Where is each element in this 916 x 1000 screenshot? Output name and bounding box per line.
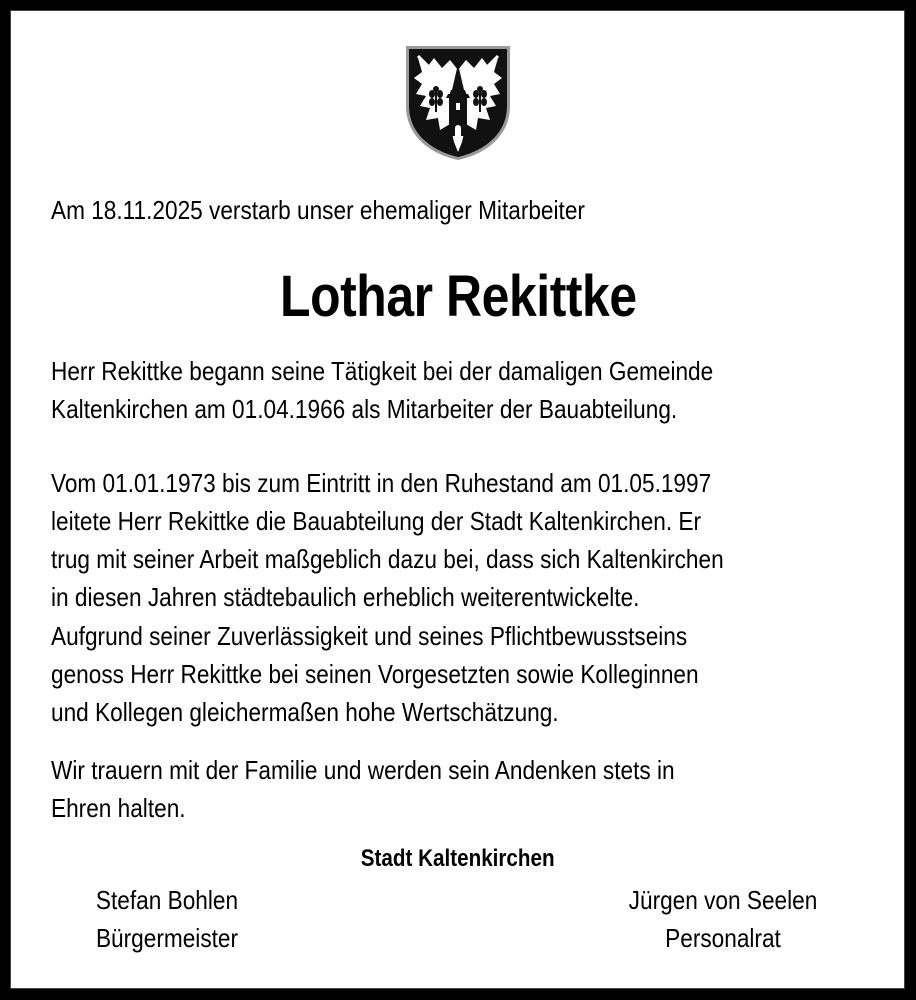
- paragraph-line: Herr Rekittke begann seine Tätigkeit bei der damaligen Gemeinde: [51, 356, 714, 386]
- organization-name-text: Stadt Kaltenkirchen: [361, 845, 555, 872]
- signatory-title: Bürgermeister: [95, 923, 239, 953]
- signatory-mayor: [52, 881, 282, 957]
- paragraph-line: und Kollegen gleichermaßen hohe Wertschätzung.: [51, 697, 559, 727]
- paragraph-line: Ehren halten.: [51, 793, 186, 823]
- paragraph-career: [51, 464, 724, 616]
- paragraph-line: genoss Herr Rekittke bei seinen Vorgesetzten sowie Kolleginnen: [51, 659, 699, 689]
- paragraph-line: in diesen Jahren städtebaulich erheblich weiterentwickelte.: [51, 582, 640, 612]
- paragraph-line: Aufgrund seiner Zuverlässigkeit und seines Pflichtbewusstseins: [51, 621, 688, 651]
- deceased-name: [0, 262, 916, 332]
- paragraph-line: Vom 01.01.1973 bis zum Eintritt in den Ruhestand am 01.05.1997: [51, 468, 712, 498]
- paragraph-line: Kaltenkirchen am 01.04.1966 als Mitarbeiter der Bauabteilung.: [51, 394, 678, 424]
- paragraph-employment-start: [51, 352, 713, 428]
- signatory-staff-council: [578, 881, 868, 957]
- intro-line: Am 18.11.2025 verstarb unser ehemaliger Mitarbeiter: [51, 195, 585, 225]
- paragraph-line: leitete Herr Rekittke die Bauabteilung der Stadt Kaltenkirchen. Er: [51, 506, 702, 536]
- paragraph-line: trug mit seiner Arbeit maßgeblich dazu bei, dass sich Kaltenkirchen: [51, 544, 724, 574]
- signatory-name: Jürgen von Seelen: [628, 885, 818, 915]
- coat-of-arms-icon: [404, 44, 512, 162]
- paragraph-line: Wir trauern mit der Familie und werden sein Andenken stets in: [51, 755, 675, 785]
- paragraph-mourning: [51, 751, 675, 827]
- paragraph-appreciation: [51, 617, 699, 731]
- signatory-name: Stefan Bohlen: [95, 885, 239, 915]
- organization-name: [0, 843, 916, 875]
- signatory-title: Personalrat: [665, 923, 781, 953]
- deceased-name-text: Lothar Rekittke: [279, 264, 637, 329]
